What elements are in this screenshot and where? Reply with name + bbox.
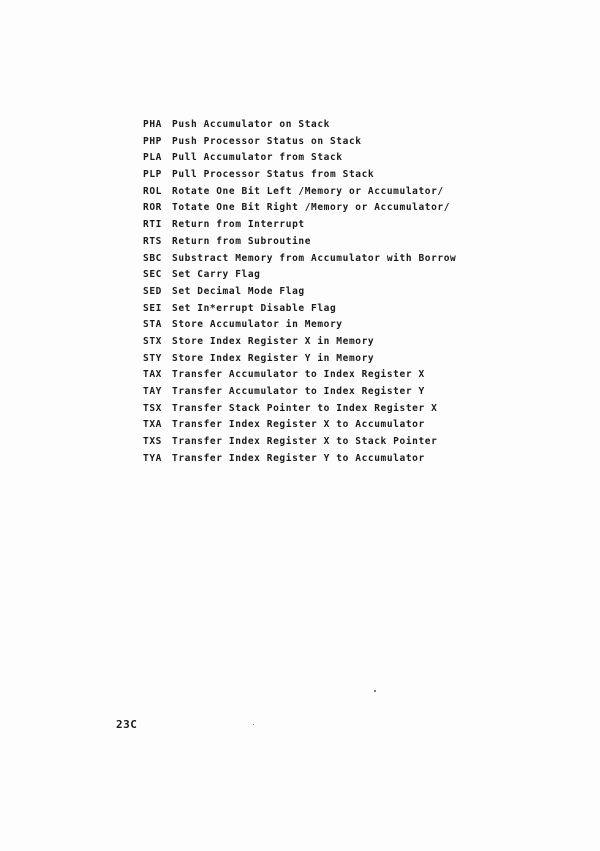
instruction-description: Store Index Register Y in Memory xyxy=(172,352,375,364)
instruction-description: Transfer Index Register Y to Accumulator xyxy=(172,452,425,464)
instruction-row xyxy=(126,286,526,303)
instruction-description: Transfer Stack Pointer to Index Register X xyxy=(172,402,438,414)
instruction-row xyxy=(126,453,526,470)
instruction-row xyxy=(126,152,526,169)
instruction-description: Return from Interrupt xyxy=(172,219,305,231)
instruction-mnemonic: ROL xyxy=(143,185,162,197)
scan-speck xyxy=(374,690,376,692)
instruction-description: Substract Memory from Accumulator with Borrow xyxy=(172,252,457,264)
instruction-mnemonic: STX xyxy=(143,335,162,347)
instruction-description: Transfer Accumulator to Index Register X xyxy=(172,369,425,381)
instruction-description: Transfer Index Register X to Accumulator xyxy=(172,419,425,431)
instruction-row xyxy=(126,319,526,336)
instruction-mnemonic: STA xyxy=(143,319,162,331)
instruction-description: Set Decimal Mode Flag xyxy=(172,285,305,297)
instruction-description: Pull Processor Status from Stack xyxy=(172,169,375,181)
instruction-row xyxy=(126,369,526,386)
instruction-row xyxy=(126,119,526,136)
instruction-row xyxy=(126,236,526,253)
instruction-mnemonic: PLA xyxy=(143,152,162,164)
instruction-description: Store Accumulator in Memory xyxy=(172,319,343,331)
instruction-mnemonic: TXS xyxy=(143,436,162,448)
instruction-mnemonic: RTS xyxy=(143,235,162,247)
instruction-row xyxy=(126,353,526,370)
instruction-row xyxy=(126,253,526,270)
instruction-row xyxy=(126,386,526,403)
instruction-description: Totate One Bit Right /Memory or Accumulator/ xyxy=(172,202,451,214)
instruction-row xyxy=(126,186,526,203)
instruction-row xyxy=(126,169,526,186)
instruction-mnemonic: PLP xyxy=(143,169,162,181)
instruction-row xyxy=(126,269,526,286)
instruction-row xyxy=(126,136,526,153)
instruction-mnemonic: PHA xyxy=(143,119,162,130)
instruction-row xyxy=(126,202,526,219)
page-number: 23C xyxy=(116,718,138,731)
instruction-description: Return from Subroutine xyxy=(172,235,312,247)
instruction-mnemonic: SEC xyxy=(143,269,162,281)
instruction-description: Push Processor Status on Stack xyxy=(172,135,362,147)
instruction-mnemonic: ROR xyxy=(143,202,162,214)
instruction-description: Transfer Accumulator to Index Register Y xyxy=(172,386,425,397)
instruction-row xyxy=(126,403,526,420)
instruction-row xyxy=(126,303,526,320)
instruction-mnemonic: RTI xyxy=(143,219,162,231)
instruction-description: Rotate One Bit Left /Memory or Accumulator/ xyxy=(172,185,444,197)
instruction-list xyxy=(126,119,526,469)
instruction-row xyxy=(126,419,526,436)
instruction-row xyxy=(126,436,526,453)
instruction-description: Set In*errupt Disable Flag xyxy=(172,302,337,314)
instruction-description: Pull Accumulator from Stack xyxy=(172,152,343,164)
instruction-description: Store Index Register X in Memory xyxy=(172,335,375,347)
instruction-mnemonic: SBC xyxy=(143,252,162,264)
instruction-mnemonic: TXA xyxy=(143,419,162,431)
instruction-mnemonic: TAX xyxy=(143,369,162,381)
scan-speck xyxy=(253,724,254,725)
instruction-mnemonic: STY xyxy=(143,352,162,364)
instruction-description: Set Carry Flag xyxy=(172,269,261,281)
instruction-mnemonic: PHP xyxy=(143,135,162,147)
instruction-description: Transfer Index Register X to Stack Pointer xyxy=(172,436,438,448)
instruction-mnemonic: SED xyxy=(143,285,162,297)
instruction-mnemonic: TYA xyxy=(143,452,162,464)
instruction-row xyxy=(126,336,526,353)
instruction-mnemonic: TAY xyxy=(143,386,162,397)
instruction-row xyxy=(126,219,526,236)
instruction-mnemonic: SEI xyxy=(143,302,162,314)
instruction-mnemonic: TSX xyxy=(143,402,162,414)
instruction-description: Push Accumulator on Stack xyxy=(172,119,330,130)
